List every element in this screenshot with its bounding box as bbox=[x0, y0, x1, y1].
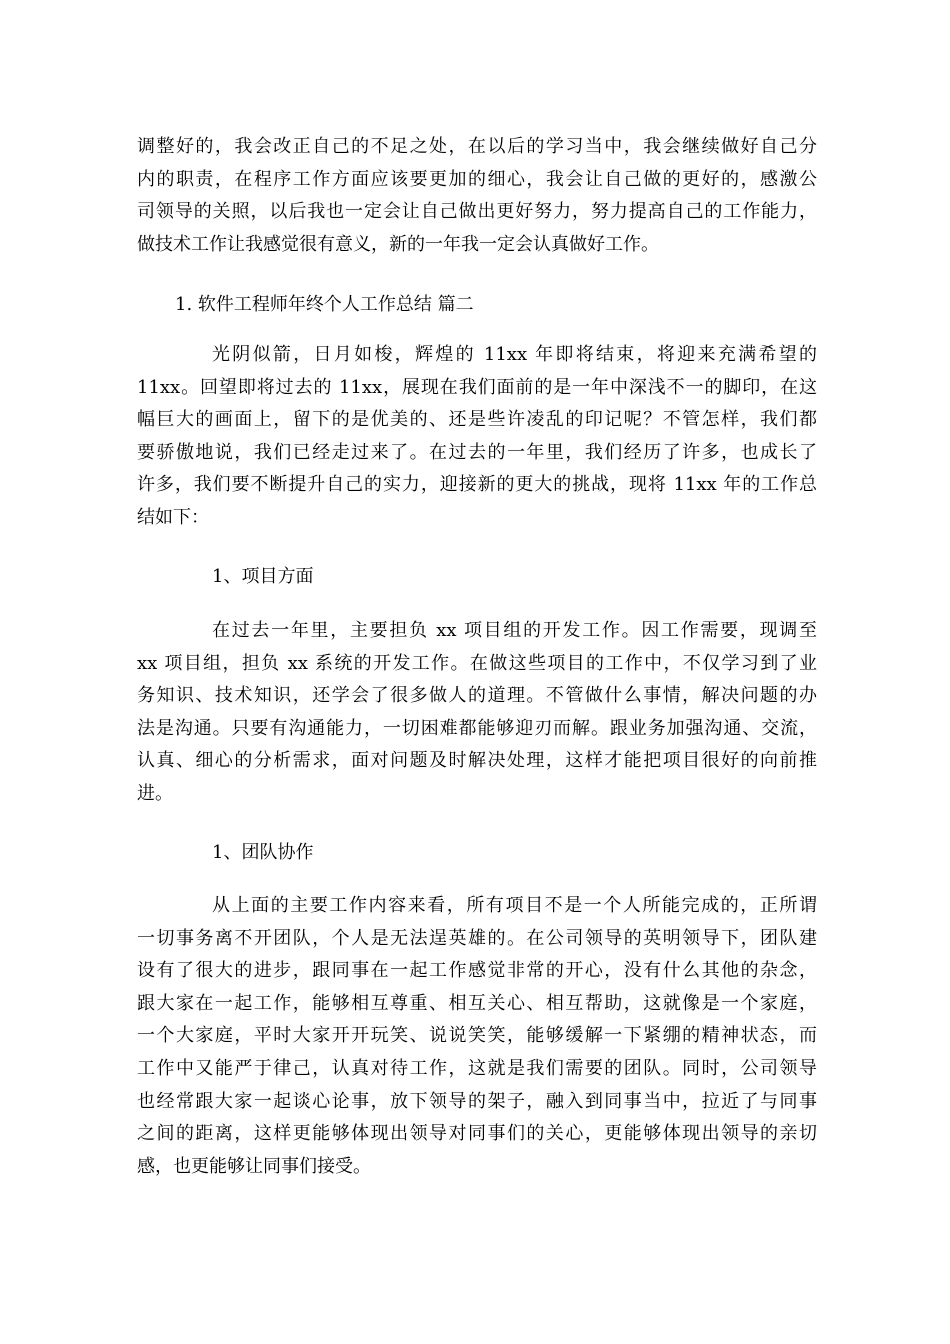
section-title-block bbox=[137, 289, 817, 322]
heading-project: 1、项目方面 bbox=[212, 566, 314, 587]
heading-project-block bbox=[137, 561, 817, 594]
section-title: 1. 软件工程师年终个人工作总结 篇二 bbox=[175, 294, 474, 315]
text-line: 也经常跟大家一起谈心论事，放下领导的架子，融入到同事当中，拉近了与同事 bbox=[137, 1090, 817, 1112]
text-line: 认真、细心的分析需求，面对问题及时解决处理，这样才能把项目很好的向前推 bbox=[137, 750, 817, 772]
text-line: 11xx。回望即将过去的 11xx，展现在我们面前的是一年中深浅不一的脚印，在这 bbox=[137, 376, 817, 398]
text-line: 设有了很大的进步，跟同事在一起工作感觉非常的开心，没有什么其他的杂念， bbox=[137, 960, 817, 982]
text-line: 法是沟通。只要有沟通能力，一切困难都能够迎刃而解。跟业务加强沟通、交流， bbox=[137, 717, 817, 739]
text-line: 要骄傲地说，我们已经走过来了。在过去的一年里，我们经历了许多，也成长了 bbox=[137, 441, 817, 463]
text-line: 之间的距离，这样更能够体现出领导对同事们的关心，更能够体现出领导的亲切 bbox=[137, 1123, 817, 1145]
heading-team: 1、团队协作 bbox=[212, 842, 314, 863]
text-line: 光阴似箭，日月如梭，辉煌的 11xx 年即将结束，将迎来充满希望的 bbox=[212, 344, 817, 365]
heading-team-block bbox=[137, 837, 817, 870]
text-line: 结如下： bbox=[137, 506, 209, 528]
paragraph-intro bbox=[137, 339, 817, 535]
text-line: 从上面的主要工作内容来看，所有项目不是一个人所能完成的，正所谓 bbox=[212, 895, 817, 916]
text-line: 进。 bbox=[137, 782, 173, 804]
text-line: 工作中又能严于律己，认真对待工作，这就是我们需要的团队。同时，公司领导 bbox=[137, 1057, 817, 1079]
text-line: 做技术工作让我感觉很有意义，新的一年我一定会认真做好工作。 bbox=[137, 233, 659, 255]
text-line: 一切事务离不开团队，个人是无法逞英雄的。在公司领导的英明领导下，团队建 bbox=[137, 927, 817, 949]
text-line: 在过去一年里，主要担负 xx 项目组的开发工作。因工作需要，现调至 bbox=[212, 620, 817, 641]
text-line: 一个大家庭，平时大家开开玩笑、说说笑笑，能够缓解一下紧绷的精神状态，而 bbox=[137, 1025, 817, 1047]
text-line: 务知识、技术知识，还学会了很多做人的道理。不管做什么事情，解决问题的办 bbox=[137, 685, 817, 707]
text-line: 许多，我们要不断提升自己的实力，迎接新的更大的挑战，现将 11xx 年的工作总 bbox=[137, 474, 817, 496]
text-line: 感，也更能够让同事们接受。 bbox=[137, 1155, 371, 1177]
text-line: 跟大家在一起工作，能够相互尊重、相互关心、相互帮助，这就像是一个家庭， bbox=[137, 992, 817, 1014]
text-line: 内的职责，在程序工作方面应该要更加的细心，我会让自己做的更好的，感激公 bbox=[137, 168, 817, 190]
text-line: xx 项目组，担负 xx 系统的开发工作。在做这些项目的工作中，不仅学习到了业 bbox=[137, 652, 817, 674]
text-line: 幅巨大的画面上，留下的是优美的、还是些许凌乱的印记呢？不管怎样，我们都 bbox=[137, 409, 817, 431]
paragraph-project bbox=[137, 615, 817, 811]
paragraph-team bbox=[137, 890, 817, 1183]
paragraph-continuation bbox=[137, 131, 817, 261]
text-line: 司领导的关照，以后我也一定会让自己做出更好努力，努力提高自己的工作能力， bbox=[137, 201, 817, 223]
text-line: 调整好的，我会改正自己的不足之处，在以后的学习当中，我会继续做好自己分 bbox=[137, 136, 817, 157]
